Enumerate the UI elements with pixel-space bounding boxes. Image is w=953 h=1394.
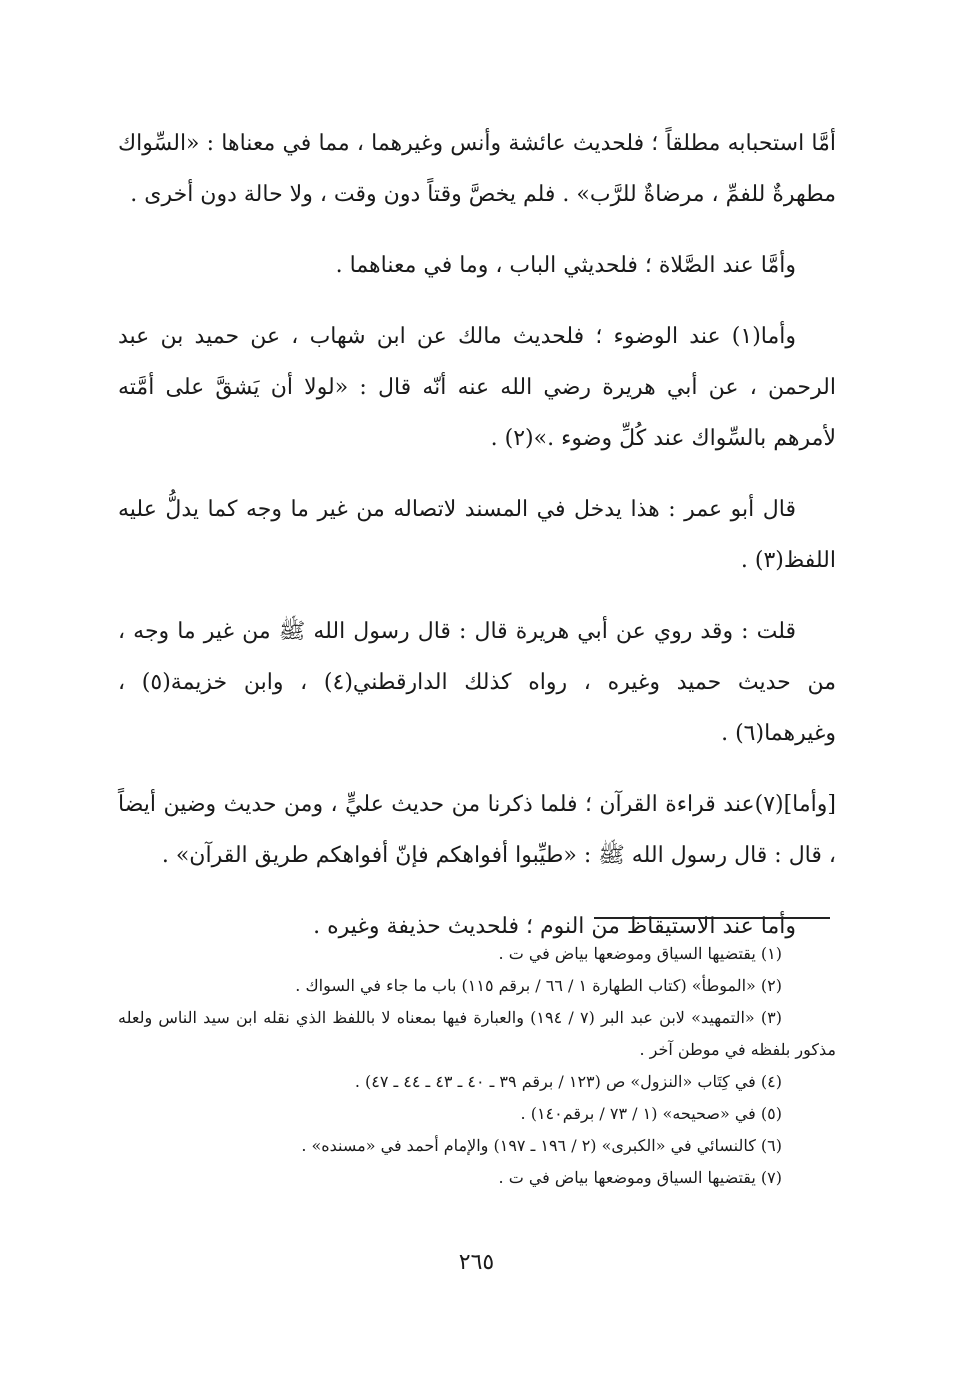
paragraph-5: قلت : وقد روي عن أبي هريرة قال : قال رسول الله ﷺ من غير ما وجه ، من حديث حميد وغيره ، رواه كذلك الدارقطني(٤) ، وابن خزيمة(٥) ، وغيرهما(٦) . [118, 619, 836, 746]
footnote-divider [594, 917, 830, 919]
paragraph-7: وأما عند الاستيقاظ من النوم ؛ فلحديث حذيفة وغيره . [313, 914, 796, 939]
main-text [118, 118, 836, 952]
paragraph-2: وأمَّا عند الصَّلاة ؛ فلحديثي الباب ، وما في معناهما . [335, 253, 796, 278]
footnotes [118, 938, 836, 1194]
footnote-7: (٧) يقتضيها السياق وموضعها بياض في ت . [498, 1168, 782, 1187]
footnote-1: (١) يقتضيها السياق وموضعها بياض في ت . [498, 944, 782, 963]
footnote-2: (٢) «الموطأ» (كتاب الطهارة ١ / ٦٦ / برقم ١١٥) باب ما جاء في السواك . [295, 976, 782, 995]
footnote-4: (٤) في كِتَاب «النزول» ص (١٢٣ / برقم ٣٩ ـ ٤٠ ـ ٤٣ ـ ٤٤ ـ ٤٧) . [354, 1072, 782, 1091]
footnote-6: (٦) كالنسائي في «الكبرى» (٢ / ١٩٦ ـ ١٩٧) والإمام أحمد في «مسنده» . [301, 1136, 782, 1155]
paragraph-3: وأما(١) عند الوضوء ؛ فلحديث مالك عن ابن شهاب ، عن حميد بن عبد الرحمن ، عن أبي هريرة رضي الله عنه أنّه قال : «لولا أن يَشقَّ على أمَّته لأمرهم بالسِّواك عند كُلِّ وضوء .»(٢) . [118, 324, 836, 451]
paragraph-4: قال أبو عمر : هذا يدخل في المسند لاتصاله من غير ما وجه كما يدلُّ عليه اللفظ(٣) . [118, 497, 836, 573]
footnote-5: (٥) في «صحيحه» (١ / ٧٣ / برقم١٤٠) . [520, 1104, 782, 1123]
paragraph-1: أمَّا استحبابه مطلقاً ؛ فلحديث عائشة وأنس وغيرهما ، مما في معناها : «السِّواك مطهرةٌ للفمِّ ، مرضاةٌ للرَّب» . فلم يخصَّ وقتاً دون وقت ، ولا حالة دون أخرى . [118, 131, 836, 207]
page-number: ٢٦٥ [458, 1250, 495, 1275]
paragraph-6: [وأما](٧)عند قراءة القرآن ؛ فلما ذكرنا من حديث عليٍّ ، ومن حديث وضين أيضاً ، قال : قال رسول الله ﷺ : «طيِّبوا أفواهكم فإنّ أفواهكم طريق القرآن» . [118, 792, 836, 868]
footnote-3: (٣) «التمهيد» لابن عبد البر (٧ / ١٩٤) والعبارة فيها بمعناه لا باللفظ الذي نقله ابن سيد الناس ولعله مذكور بلفظه في موطن آخر . [118, 1008, 836, 1059]
